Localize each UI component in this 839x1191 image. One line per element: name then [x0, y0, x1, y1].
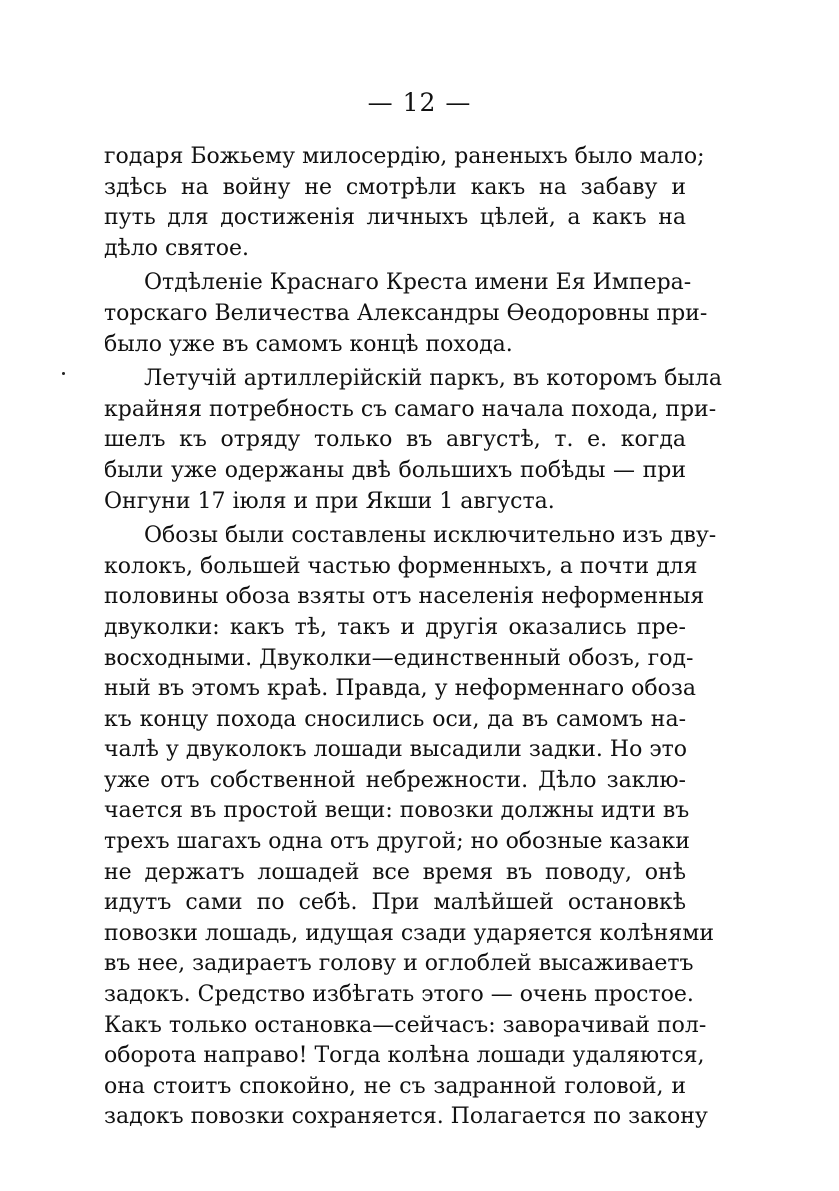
text-line: чалѣ у двуколокъ лошади высадили задки. Но это: [104, 737, 688, 763]
text-line: было уже въ самомъ концѣ похода.: [104, 331, 513, 357]
text-line: годаря Божьему милосердію, раненыхъ было мало;: [104, 144, 705, 169]
text-line: уже отъ собственной небрежности. Дѣло заклю-: [104, 767, 686, 793]
text-line: торскаго Величества Александры Ѳеодоровны при-: [104, 300, 708, 326]
text-line: Онгуни 17 іюля и при Якши 1 августа.: [104, 488, 555, 514]
paragraph-3: [104, 364, 722, 517]
text-line: трехъ шагахъ одна отъ другой; но обозные казаки: [104, 829, 690, 855]
text-line: чается въ простой вещи: повозки должны идти въ: [104, 798, 690, 824]
text-line: Обозы были составлены исключительно изъ дву-: [144, 523, 717, 549]
text-line: здѣсь на войну не смотрѣли какъ на забаву и: [104, 174, 686, 200]
text-line: ный въ этомъ краѣ. Правда, у неформеннаго обоза: [104, 676, 697, 702]
text-line: задокъ. Средство избѣгать этого — очень простое.: [104, 982, 694, 1008]
text-line: къ концу похода сносились оси, да въ самомъ на-: [104, 706, 686, 732]
text-line: повозки лошадь, идущая сзади ударяется колѣнями: [104, 920, 714, 946]
text-line: въ нее, задираетъ голову и оглоблей высаживаетъ: [104, 951, 694, 977]
text-line: она стоитъ спокойно, не съ задранной головой, и: [104, 1073, 686, 1099]
text-line: были уже одержаны двѣ большихъ побѣды — при: [104, 457, 686, 483]
text-line: двуколки: какъ тѣ, такъ и другія оказались пре-: [104, 614, 686, 640]
text-line: Какъ только остановка—сейчасъ: заворачивай пол-: [104, 1012, 707, 1038]
text-line: половины обоза взяты отъ населенія неформенныя: [104, 584, 705, 610]
text-line: Летучій артиллерійскій паркъ, въ которомъ была: [144, 366, 722, 392]
text-line: восходными. Двуколки—единственный обозъ, год-: [104, 645, 694, 671]
margin-speck: [62, 372, 65, 375]
text-line: дѣло святое.: [104, 235, 250, 261]
text-line: задокъ повозки сохраняется. Полагается по закону: [104, 1104, 708, 1130]
text-line: крайняя потребность съ самаго начала похода, при-: [104, 396, 717, 422]
paragraph-4: [104, 521, 717, 1133]
paragraph-2: [104, 268, 708, 360]
text-line: оборота направо! Тогда колѣна лошади удаляются,: [104, 1043, 705, 1069]
text-line: путь для достиженія личныхъ цѣлей, а какъ на: [104, 205, 686, 231]
paragraph-1: [104, 142, 705, 264]
text-line: идутъ сами по себѣ. При малѣйшей остановкѣ: [104, 890, 686, 916]
text-line: Отдѣленіе Краснаго Креста имени Ея Импера-: [144, 270, 692, 296]
text-line: шелъ къ отряду только въ августѣ, т. е. когда: [104, 427, 686, 453]
text-line: колокъ, большей частью форменныхъ, а почти для: [104, 553, 698, 579]
body-text: [104, 142, 722, 1133]
page-number: — 12 —: [367, 88, 472, 117]
text-line: не держатъ лошадей все время въ поводу, онѣ: [104, 859, 686, 885]
